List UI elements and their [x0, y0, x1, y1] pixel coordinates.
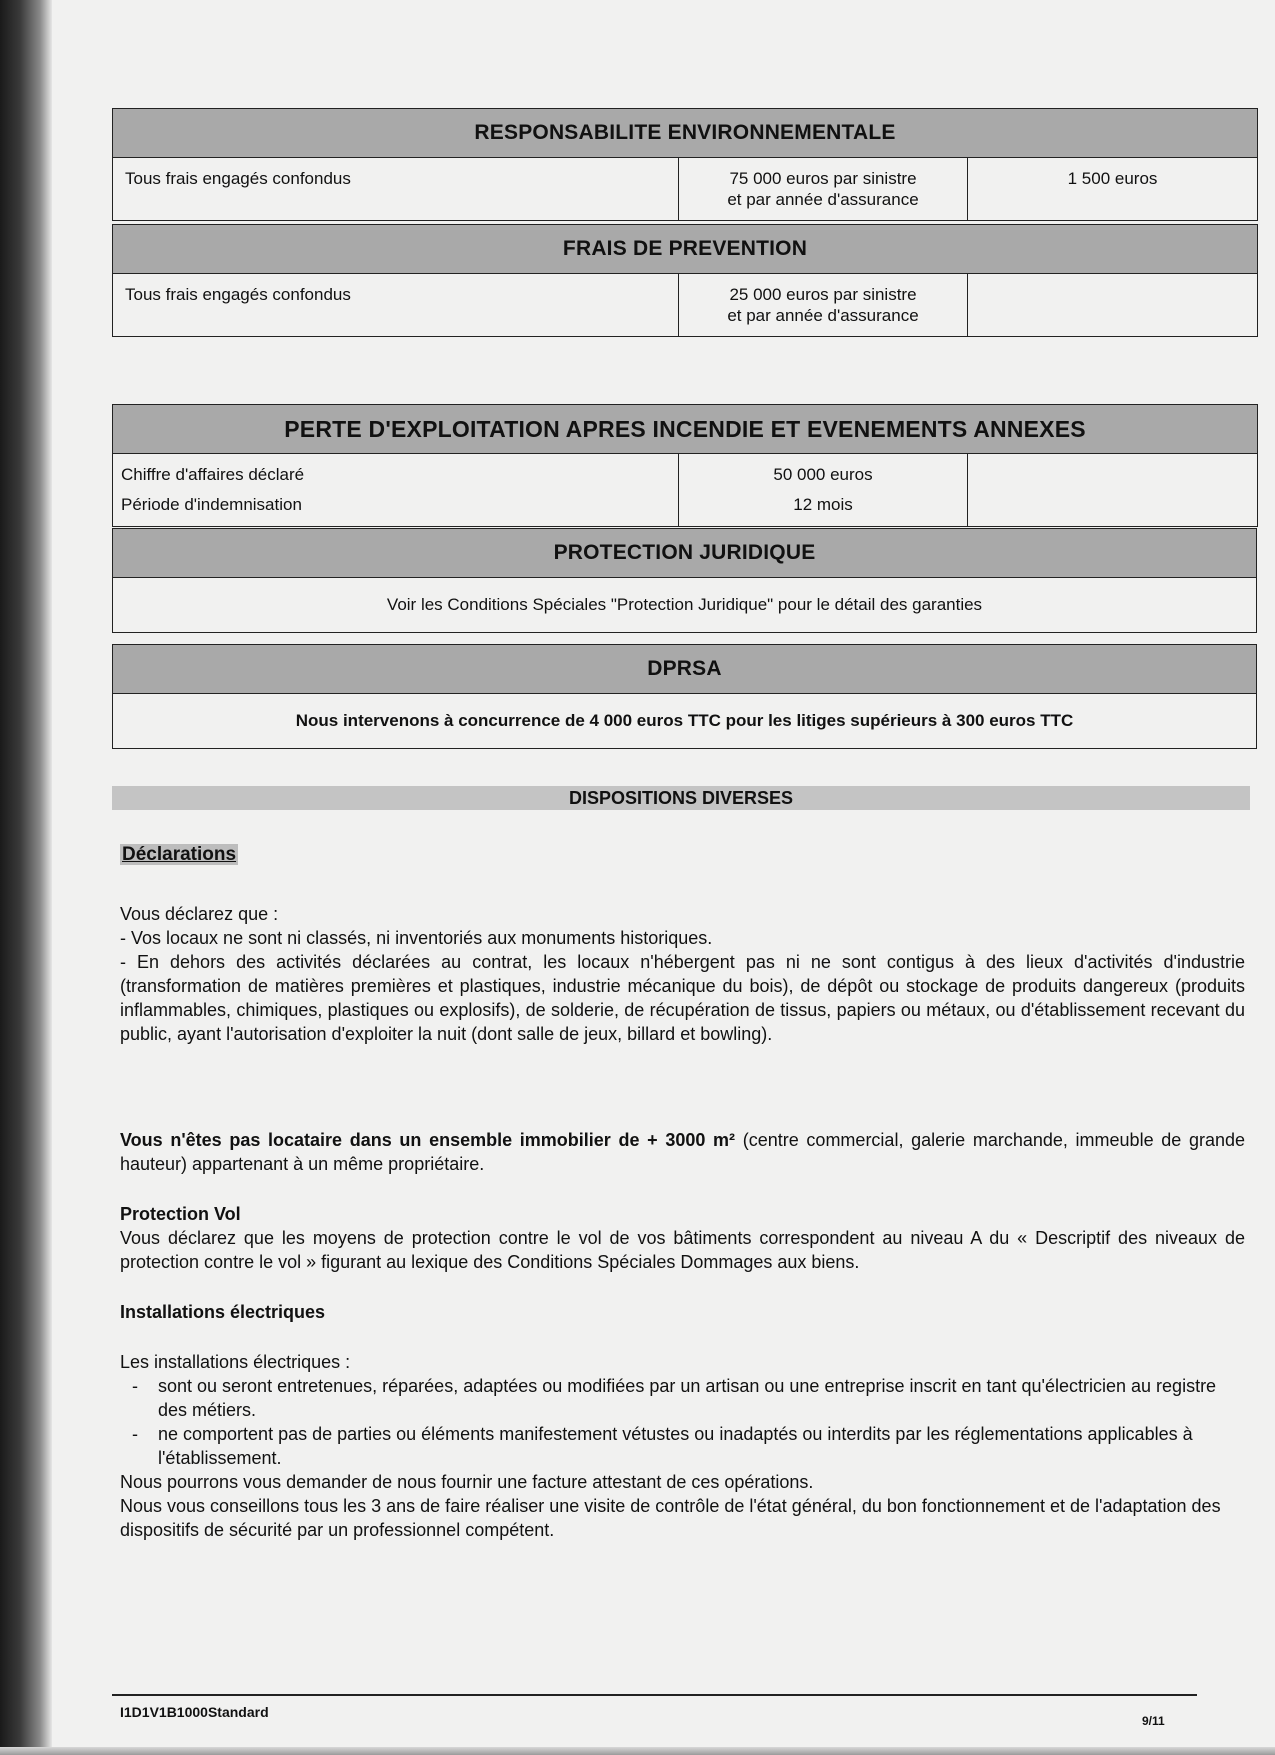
- legal-protection-title: PROTECTION JURIDIQUE: [113, 529, 1257, 578]
- prevention-costs-title: FRAIS DE PREVENTION: [113, 225, 1258, 274]
- scan-bottom-edge: [0, 1747, 1275, 1755]
- environmental-label: Tous frais engagés confondus: [113, 158, 679, 221]
- tenant-statement-bold: Vous n'êtes pas locataire dans un ensemble immobilier de + 3000 m²: [120, 1130, 736, 1150]
- prevention-limit-line2: et par année d'assurance: [727, 306, 919, 325]
- footer-document-code: I1D1V1B1000Standard: [120, 1704, 269, 1720]
- scan-edge-shadow: [0, 0, 52, 1755]
- prevention-label: Tous frais engagés confondus: [113, 274, 679, 337]
- tenant-statement-rest: (centre commercial, galerie marchande, immeuble de grande hauteur) appartenant à un même propriétaire.: [120, 1130, 1245, 1174]
- declarations-intro: Vous déclarez que :: [120, 904, 279, 924]
- dprsa-table: [112, 644, 1257, 749]
- legal-protection-text: Voir les Conditions Spéciales "Protection Juridique" pour le détail des garanties: [113, 578, 1257, 633]
- theft-protection-heading: Protection Vol: [120, 1204, 241, 1224]
- prevention-deductible: [968, 274, 1258, 337]
- turnover-label: Chiffre d'affaires déclaré: [121, 465, 305, 484]
- turnover-value: 50 000 euros: [773, 465, 873, 484]
- declarations-block: [120, 902, 1245, 1046]
- footer-divider: [112, 1694, 1197, 1696]
- declarations-item-2: - En dehors des activités déclarées au contrat, les locaux n'hébergent pas ni ne sont contigus à des lieux d'activités d'industrie (transformation de matières premières et plastiques, industrie mécanique du bois), de dépôt ou stockage de produits dangereux (produits inflammables, chimiques, plastiques ou explosifs), de solderie, de récupération de tissus, papiers ou métaux, ou d'établissement recevant du public, ayant l'autorisation d'exploiter la nuit (dont salle de jeux, billard et bowling).: [120, 952, 1245, 1044]
- indemnity-period-label: Période d'indemnisation: [121, 495, 302, 514]
- declarations-heading: Déclarations: [122, 844, 237, 865]
- tenant-statement: [120, 1128, 1245, 1176]
- environmental-limit-line1: 75 000 euros par sinistre: [729, 169, 917, 188]
- operating-loss-title: PERTE D'EXPLOITATION APRES INCENDIE ET EVENEMENTS ANNEXES: [113, 405, 1258, 454]
- dprsa-text: Nous intervenons à concurrence de 4 000 euros TTC pour les litiges supérieurs à 300 euros TTC: [113, 694, 1257, 749]
- dprsa-title: DPRSA: [113, 645, 1257, 694]
- prevention-limit-line1: 25 000 euros par sinistre: [729, 285, 917, 304]
- electrical-item-1: - sont ou seront entretenues, réparées, adaptées ou modifiées par un artisan ou une entreprise inscrit en tant qu'électricien au registre des métiers.: [120, 1374, 1245, 1422]
- environmental-limit-line2: et par année d'assurance: [727, 190, 919, 209]
- prevention-costs-table: [112, 224, 1257, 337]
- dispositions-section-title: DISPOSITIONS DIVERSES: [112, 786, 1250, 810]
- indemnity-period-value: 12 mois: [793, 495, 853, 514]
- environmental-liability-table: [112, 108, 1257, 221]
- electrical-block: [120, 1350, 1245, 1542]
- operating-loss-labels: [113, 454, 679, 527]
- operating-loss-values: [679, 454, 968, 527]
- footer-page-number: 9/11: [1142, 1714, 1165, 1728]
- environmental-deductible: 1 500 euros: [968, 158, 1258, 221]
- operating-loss-empty-cell: [968, 454, 1258, 527]
- theft-protection-block: [120, 1202, 1245, 1274]
- electrical-heading-wrap: [120, 1300, 1245, 1324]
- electrical-list: [120, 1374, 1245, 1470]
- electrical-intro: Les installations électriques :: [120, 1352, 351, 1372]
- electrical-invoice-note: Nous pourrons vous demander de nous fournir une facture attestant de ces opérations.: [120, 1472, 814, 1492]
- electrical-item-2: - ne comportent pas de parties ou éléments manifestement vétustes ou inadaptés ou interdits par les réglementations applicables à l'établissement.: [120, 1422, 1245, 1470]
- declarations-item-1: - Vos locaux ne sont ni classés, ni inventoriés aux monuments historiques.: [120, 928, 713, 948]
- electrical-inspection-advice: Nous vous conseillons tous les 3 ans de faire réaliser une visite de contrôle de l'état général, du bon fonctionnement et de l'adaptation des dispositifs de sécurité par un professionnel compétent.: [120, 1496, 1221, 1540]
- declarations-heading-wrap: [120, 842, 1245, 867]
- prevention-limit: [679, 274, 968, 337]
- environmental-limit: [679, 158, 968, 221]
- theft-protection-text: Vous déclarez que les moyens de protection contre le vol de vos bâtiments correspondent au niveau A du « Descriptif des niveaux de protection contre le vol » figurant au lexique des Conditions Spéciales Dommages aux biens.: [120, 1228, 1245, 1272]
- legal-protection-table: [112, 528, 1257, 633]
- electrical-heading: Installations électriques: [120, 1302, 326, 1322]
- environmental-liability-title: RESPONSABILITE ENVIRONNEMENTALE: [113, 109, 1258, 158]
- operating-loss-table: [112, 404, 1257, 527]
